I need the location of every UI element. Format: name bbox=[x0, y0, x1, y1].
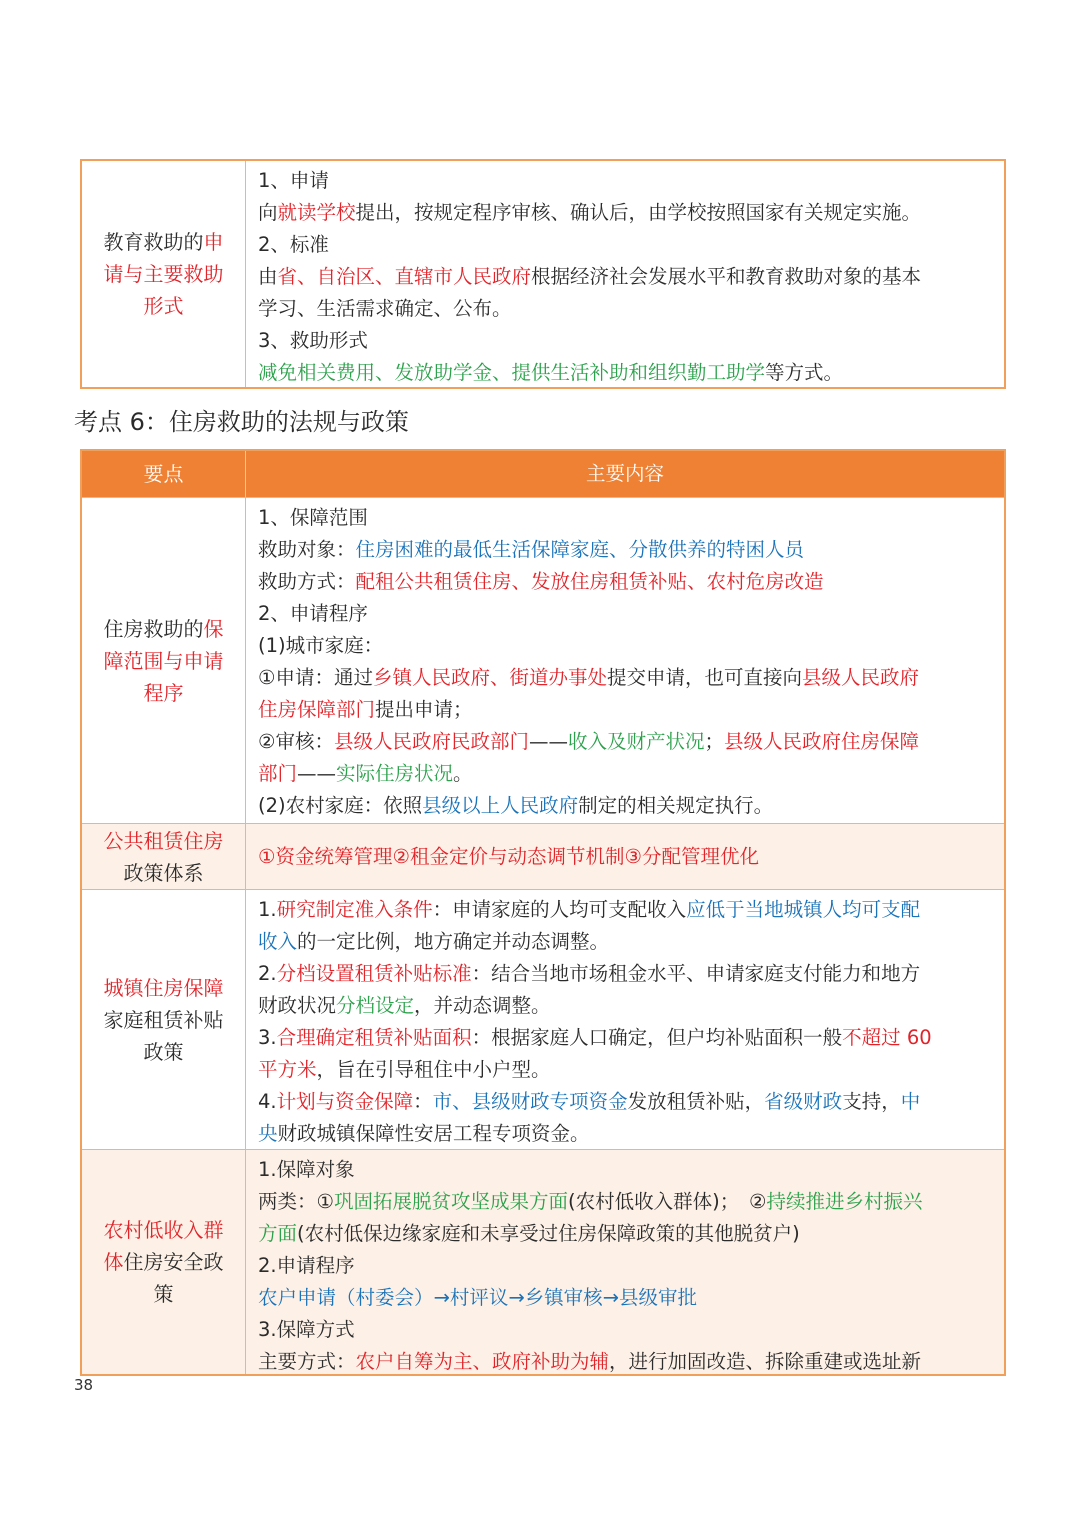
topic-text-highlight: 形式 bbox=[143, 294, 184, 318]
content-line bbox=[258, 1154, 998, 1186]
education-aid-row bbox=[82, 161, 1004, 387]
content-line bbox=[104, 613, 224, 645]
plain-text: ； bbox=[704, 730, 725, 753]
content-line bbox=[258, 1022, 998, 1054]
plain-text: ：申请家庭的人均可支配收入 bbox=[432, 898, 687, 921]
plain-text: 制定的相关规定执行。 bbox=[578, 794, 774, 817]
content-line bbox=[258, 598, 998, 630]
highlight-text: 住房保障部门 bbox=[258, 698, 376, 721]
plain-text: 3. bbox=[258, 1026, 277, 1049]
plain-text: 1.保障对象 bbox=[258, 1158, 355, 1181]
plain-text: ：结合当地市场租金水平、申请家庭支付能力和地方 bbox=[471, 962, 921, 985]
highlight-text: 应低于当地城镇人均可支配 bbox=[686, 898, 921, 921]
plain-text: ： bbox=[413, 1090, 433, 1113]
plain-text: 2. bbox=[258, 962, 277, 985]
plain-text: (2)农村家庭：依照 bbox=[258, 794, 423, 817]
education-aid-content bbox=[246, 161, 1004, 387]
plain-text: ：根据家庭人口确定，但户均补贴面积一般 bbox=[471, 1026, 843, 1049]
highlight-text: 中 bbox=[900, 1090, 921, 1113]
content-line bbox=[258, 726, 998, 758]
content-line bbox=[258, 1054, 998, 1086]
plain-text: —— bbox=[297, 762, 337, 785]
content-line bbox=[258, 1250, 998, 1282]
content-line bbox=[104, 1214, 224, 1246]
content-line bbox=[104, 1036, 224, 1068]
highlight-text: 城镇住房保障 bbox=[103, 975, 224, 1000]
plain-text: 3.保障方式 bbox=[258, 1318, 355, 1341]
highlight-text: 巩固拓展脱贫攻坚成果方面 bbox=[333, 1190, 568, 1213]
content-line bbox=[258, 1086, 998, 1118]
content-line bbox=[258, 926, 998, 958]
topic-text-highlight: 请与主要救助 bbox=[103, 262, 224, 286]
plain-text: 策 bbox=[153, 1282, 174, 1306]
plain-text: 。 bbox=[453, 762, 473, 785]
plain-text: (农村低保边缘家庭和未享受过住房保障政策的其他脱贫户) bbox=[297, 1222, 800, 1245]
content-line bbox=[258, 990, 998, 1022]
topic-text bbox=[104, 613, 224, 709]
plain-text: 住房救助的 bbox=[103, 616, 204, 641]
topic-text bbox=[104, 825, 224, 889]
plain-text: ，进行加固改造、拆除重建或选址新 bbox=[609, 1350, 922, 1373]
topic-text: 教育救助的 bbox=[103, 230, 204, 254]
highlight-text: 障范围与申请 bbox=[103, 648, 224, 673]
highlight-text: 合理确定租赁补贴面积 bbox=[276, 1026, 472, 1049]
plain-text: 提出申请； bbox=[375, 698, 473, 721]
highlight-text: 收入 bbox=[258, 930, 298, 953]
content-line bbox=[258, 1218, 998, 1250]
row-content bbox=[246, 1150, 1004, 1374]
plain-text: 的一定比例，地方确定并动态调整。 bbox=[297, 930, 610, 953]
highlight-text: 农户申请（村委会）→村评议→乡镇审核→县级审批 bbox=[258, 1286, 698, 1309]
highlight-text: 持续推进乡村振兴 bbox=[766, 1190, 923, 1213]
highlight-text: 县级以上人民政府 bbox=[422, 794, 579, 817]
content-line bbox=[258, 261, 998, 293]
plain-text: 2、标准 bbox=[258, 233, 329, 256]
content-line bbox=[258, 325, 998, 357]
content-line bbox=[258, 357, 998, 389]
content-line bbox=[258, 197, 998, 229]
highlight-text: 研究制定准入条件 bbox=[276, 898, 433, 921]
content-line bbox=[258, 694, 998, 726]
plain-text: ，旨在引导租住中小户型。 bbox=[316, 1058, 551, 1081]
plain-text: 由 bbox=[258, 265, 278, 288]
plain-text: 提出，按规定程序审核、确认后，由学校按照国家有关规定实施。 bbox=[355, 201, 922, 224]
highlight-text: 分档设置租赁补贴标准 bbox=[276, 962, 472, 985]
highlight-text: 部门 bbox=[258, 762, 298, 785]
content-line bbox=[104, 1246, 224, 1278]
plain-text: 学习、生活需求确定、公布。 bbox=[258, 297, 512, 320]
highlight-text: 省、自治区、直辖市人民政府 bbox=[277, 265, 532, 288]
header-main-content: 主要内容 bbox=[585, 462, 664, 485]
plain-text: 4. bbox=[258, 1090, 277, 1113]
content-line bbox=[258, 662, 998, 694]
highlight-text: 配租公共租赁住房、发放住房租赁补贴、农村危房改造 bbox=[355, 570, 824, 593]
content-block bbox=[258, 841, 759, 873]
plain-text: 提交申请，也可直接向 bbox=[607, 666, 803, 689]
row-topic bbox=[82, 824, 246, 889]
plain-text: 救助对象： bbox=[258, 538, 356, 561]
plain-text: 两类：① bbox=[258, 1190, 334, 1213]
highlight-text: 公共租赁住房 bbox=[103, 828, 224, 853]
plain-text: 财政城镇保障性安居工程专项资金。 bbox=[277, 1122, 590, 1145]
plain-text: 等方式。 bbox=[765, 361, 844, 384]
highlight-text: 农村低收入群 bbox=[103, 1218, 224, 1242]
plain-text: 家庭租赁补贴 bbox=[103, 1007, 224, 1032]
topic-text bbox=[104, 1214, 224, 1310]
row-topic bbox=[82, 498, 246, 823]
table-header bbox=[82, 451, 1004, 497]
highlight-text: 体 bbox=[103, 1250, 124, 1274]
highlight-text: 计划与资金保障 bbox=[276, 1090, 414, 1113]
plain-text: 住房安全政 bbox=[123, 1250, 224, 1274]
content-line bbox=[258, 1314, 998, 1346]
row-content bbox=[246, 498, 1004, 823]
table-row bbox=[82, 497, 1004, 823]
plain-text: 主要方式： bbox=[258, 1350, 356, 1373]
highlight-text: 省级财政 bbox=[764, 1090, 843, 1113]
content-line bbox=[258, 502, 998, 534]
highlight-text: 市、县级财政专项资金 bbox=[432, 1090, 628, 1113]
content-line bbox=[258, 758, 998, 790]
housing-aid-table bbox=[80, 449, 1006, 1376]
plain-text: 3、救助形式 bbox=[258, 329, 368, 352]
content-line bbox=[258, 1282, 998, 1314]
plain-text: (1)城市家庭： bbox=[258, 634, 384, 657]
content-line bbox=[258, 894, 998, 926]
highlight-text: 实际住房状况 bbox=[336, 762, 454, 785]
plain-text: ，并动态调整。 bbox=[414, 994, 551, 1017]
education-aid-topic bbox=[82, 161, 246, 387]
content-line bbox=[104, 677, 224, 709]
highlight-text: 程序 bbox=[143, 680, 184, 705]
plain-text: 1. bbox=[258, 898, 277, 921]
highlight-text: 就读学校 bbox=[277, 201, 356, 224]
highlight-text: 县级人民政府 bbox=[802, 666, 920, 689]
content-line bbox=[104, 1004, 224, 1036]
content-line bbox=[104, 857, 224, 889]
plain-text: 根据经济社会发展水平和教育救助对象的基本 bbox=[531, 265, 922, 288]
highlight-text: 乡镇人民政府、街道办事处 bbox=[372, 666, 607, 689]
plain-text: 向 bbox=[258, 201, 278, 224]
content-line bbox=[258, 229, 998, 261]
plain-text: 财政状况 bbox=[258, 994, 337, 1017]
highlight-text: 减免相关费用、发放助学金、提供生活补助和组织勤工助学 bbox=[258, 361, 766, 384]
table-row bbox=[82, 1149, 1004, 1374]
plain-text: (农村低收入群体)； ② bbox=[568, 1190, 767, 1213]
highlight-text: 县级人民政府住房保障 bbox=[724, 730, 920, 753]
highlight-text: 央 bbox=[258, 1122, 278, 1145]
highlight-text: 农户自筹为主、政府补助为辅 bbox=[355, 1350, 610, 1373]
highlight-text: 县级人民政府民政部门 bbox=[333, 730, 529, 753]
highlight-text: 不超过 60 bbox=[842, 1026, 932, 1049]
plain-text: 发放租赁补贴， bbox=[627, 1090, 765, 1113]
plain-text: —— bbox=[529, 730, 568, 753]
content-line bbox=[258, 534, 998, 566]
header-key-points: 要点 bbox=[82, 451, 246, 497]
section-title: 考点 6：住房救助的法规与政策 bbox=[74, 408, 409, 436]
content-line bbox=[258, 1346, 998, 1378]
content-line bbox=[258, 790, 998, 822]
plain-text: 政策 bbox=[143, 1039, 184, 1064]
plain-text: 1、申请 bbox=[258, 169, 329, 192]
table-row bbox=[82, 889, 1004, 1149]
education-aid-table bbox=[80, 159, 1006, 389]
plain-text: 政策体系 bbox=[123, 860, 204, 885]
highlight-text: ①资金统筹管理②租金定价与动态调节机制③分配管理优化 bbox=[258, 844, 759, 868]
highlight-text: 住房困难的最低生活保障家庭、分散供养的特困人员 bbox=[355, 538, 805, 561]
highlight-text: 收入及财产状况 bbox=[568, 730, 705, 753]
plain-text: 2、申请程序 bbox=[258, 602, 368, 625]
plain-text: ①申请：通过 bbox=[258, 666, 373, 689]
topic-text-highlight: 申 bbox=[203, 230, 224, 254]
plain-text: 救助方式： bbox=[258, 570, 356, 593]
plain-text: ②审核： bbox=[258, 730, 334, 753]
content-line bbox=[258, 165, 998, 197]
content-line bbox=[258, 1186, 998, 1218]
content-line bbox=[258, 566, 998, 598]
page-number: 38 bbox=[74, 1376, 94, 1394]
plain-text: 支持， bbox=[842, 1090, 901, 1113]
content-line bbox=[258, 841, 759, 873]
row-topic bbox=[82, 890, 246, 1149]
row-topic bbox=[82, 1150, 246, 1374]
content-line bbox=[104, 825, 224, 857]
table-row bbox=[82, 823, 1004, 889]
row-content bbox=[246, 890, 1004, 1149]
content-line bbox=[258, 630, 998, 662]
row-content bbox=[246, 824, 1004, 889]
content-line bbox=[104, 645, 224, 677]
content-line bbox=[104, 972, 224, 1004]
highlight-text: 保 bbox=[203, 616, 224, 641]
plain-text: 1、保障范围 bbox=[258, 506, 368, 529]
highlight-text: 分档设定 bbox=[336, 994, 415, 1017]
content-line bbox=[258, 1118, 998, 1150]
content-line bbox=[258, 293, 998, 325]
highlight-text: 平方米 bbox=[258, 1058, 317, 1081]
highlight-text: 方面 bbox=[258, 1222, 298, 1245]
content-line bbox=[104, 1278, 224, 1310]
content-line bbox=[258, 958, 998, 990]
plain-text: 2.申请程序 bbox=[258, 1254, 355, 1277]
topic-text bbox=[104, 972, 224, 1068]
